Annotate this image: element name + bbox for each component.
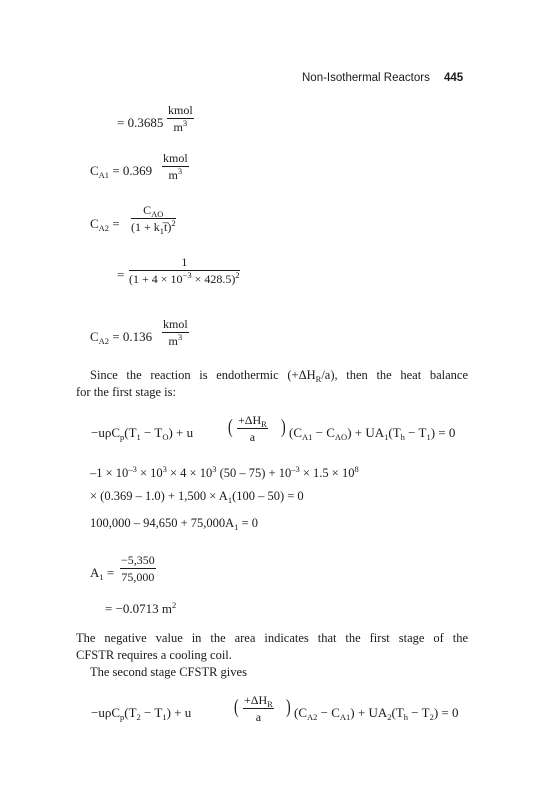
eq5-denominator: $m^3$ — [168, 332, 183, 348]
calculation-line-1: $-1 \times 10^{-3} \times 10^3 \times 4 \times 10^3$ $(50 - 75) + 10^{-3} \times 1.5 \times 10^8$ — [90, 464, 359, 480]
eq1-fraction — [167, 104, 194, 133]
eq5-lhs: $C_{A2} = 0.136$ — [90, 329, 153, 346]
eq4-numerator: 1 — [181, 255, 188, 269]
eq9-close-paren: ) — [286, 696, 291, 718]
paragraph-heat-balance-intro — [76, 367, 468, 401]
eq2-lhs: $C_{A1} = 0.369$ — [90, 163, 153, 180]
paragraph-line: Since the reaction is endothermic $(+\Delta H_R/a)$, then the heat balance — [90, 368, 468, 384]
eq7-numerator: −5,350 — [121, 553, 155, 567]
paragraph-line: for the first stage is: — [76, 385, 176, 399]
eq3-numerator: $C_{AO}$ — [143, 203, 164, 219]
equation-area-result: = −0.0713 $m^2$ — [105, 600, 177, 616]
eq9-fraction — [243, 694, 274, 723]
eq6-right-part: $(C_{A1} - C_{AO}) + UA_1(T_h - T_1) = 0$ — [289, 425, 456, 442]
calculation-line-2: × $(0.369 - 1.0) + 1,500 \times A_1(100 - 50) = 0$ — [90, 489, 304, 505]
eq6-close-paren: ) — [281, 416, 286, 438]
eq6-numerator: $+\Delta H_R$ — [238, 413, 267, 429]
eq5-fraction — [162, 318, 189, 347]
paragraph-line: The negative value in the area indicates that the first stage of the — [76, 631, 468, 645]
eq9-right-part: $(C_{A2} - C_{A1}) + UA_2(T_h - T_2) = 0$ — [294, 705, 459, 722]
eq2-fraction — [162, 152, 189, 181]
eq9-left-part: $-u\rho C_p(T_2 - T_1) + u$ — [91, 705, 192, 722]
eq7-denominator: 75,000 — [121, 570, 155, 584]
running-header-title: Non-Isothermal Reactors — [302, 72, 430, 84]
eq7-fraction — [120, 554, 156, 583]
calculation-line-3: $100,000 - 94,650 + 75,000A_1 = 0$ — [90, 516, 259, 532]
eq3-fraction — [131, 203, 176, 236]
eq5-numerator: kmol — [163, 317, 188, 331]
eq1-denominator: $m^3$ — [173, 118, 188, 134]
eq9-open-paren: ( — [234, 696, 239, 718]
eq4-denominator: $(1 + 4 \times 10^{-3} \times 428.5)^2$ — [129, 270, 240, 286]
paragraph-line: CFSTR requires a cooling coil. — [76, 648, 232, 662]
eq6-open-paren: ( — [228, 416, 233, 438]
eq4-fraction — [129, 256, 240, 285]
eq9-denominator: a — [255, 710, 262, 724]
eq2-denominator: $m^3$ — [168, 166, 183, 182]
eq7-lhs: $A_1$ = — [90, 565, 115, 582]
eq3-lhs: $C_{A2}$ = — [90, 216, 120, 233]
eq3-denominator: $(1 + k_1t̅)^2$ — [131, 218, 176, 236]
eq2-numerator: kmol — [163, 151, 188, 165]
page-number: 445 — [444, 72, 464, 84]
eq1-lhs: = 0.3685 — [117, 115, 164, 130]
eq6-denominator: a — [249, 430, 256, 444]
eq4-lhs: = — [117, 267, 125, 282]
eq1-numerator: kmol — [168, 103, 193, 117]
paragraph-line: The second stage CFSTR gives — [90, 665, 247, 679]
eq6-left-part: $-u\rho C_p(T_1 - T_O) + u$ — [91, 425, 194, 442]
eq6-fraction — [237, 414, 268, 443]
paragraph-cooling-coil — [76, 630, 468, 681]
eq9-numerator: $+\Delta H_R$ — [244, 693, 273, 709]
